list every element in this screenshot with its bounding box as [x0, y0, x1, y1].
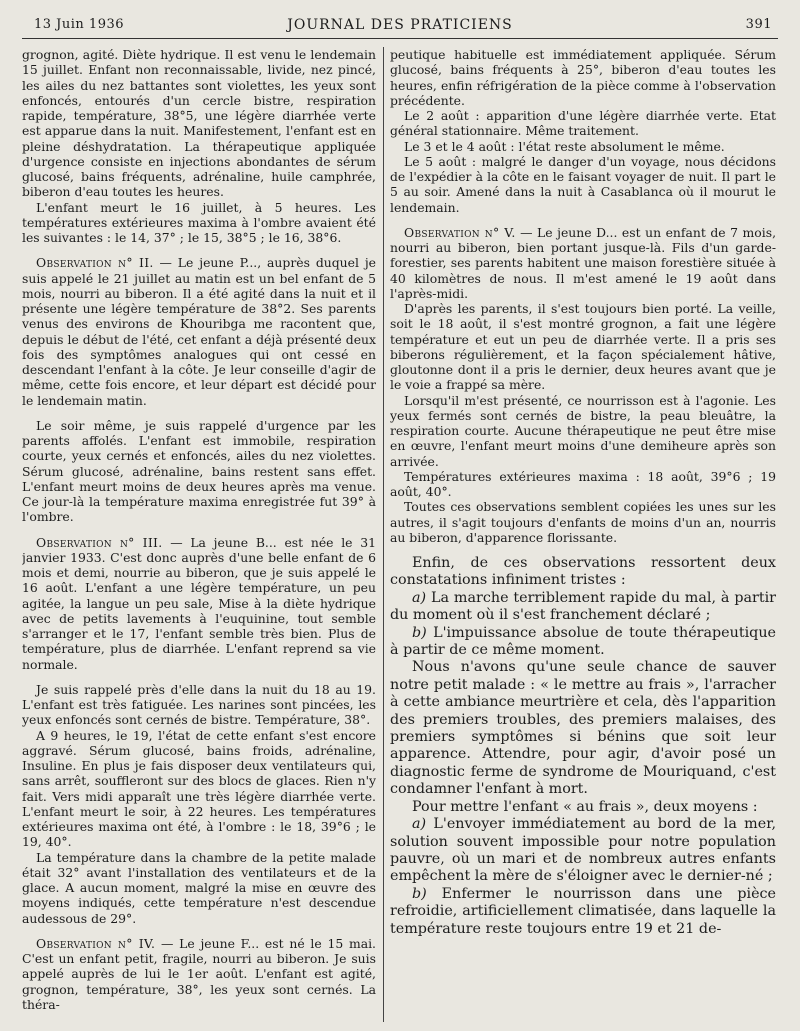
list-item [390, 590, 776, 625]
paragraph: A 9 heures, le 19, l'état de cette enfant s'est encore aggravé. Sérum glucosé, bains froids, adrénaline, Insuline. En plus je fais disposer deux ventilateurs qui, sans arrêt, souffleront sur des blocs de glaces. Rien n'y fait. Vers midi apparaît une très légère diarrhée verte. L'enfant meurt le soir, à 22 heures. Les températures extérieures maxima ont été, à l'ombre : le 18, 39°6 ; le 19, 40°. [22, 727, 376, 850]
item-marker: b) [412, 885, 427, 902]
paragraph: Je suis rappelé près d'elle dans la nuit du 18 au 19. L'enfant est très fatiguée. Les narines sont pincées, les yeux enfoncés sont cernés de bistre. Température, 38°. [22, 681, 376, 728]
page-header [22, 14, 778, 39]
observation-label: Observation n° II. [36, 255, 154, 271]
list-item [390, 886, 776, 938]
paragraph: L'enfant meurt le 16 juillet, à 5 heures. Les températures extérieures maxima à l'ombre avaient été les suivantes : le 14, 37° ; le 15, 38°5 ; le 16, 38°6. [22, 199, 376, 245]
paragraph: D'après les parents, il s'est toujours bien porté. La veille, soit le 18 août, il s'est montré grognon, a fait une légère température et eut un peu de diarrhée verte. Il a pris ses biberons régulièrement, et la façon spécialement hâtive, gloutonne dont il a pris le dernier, deux heures avant que je le voie a frappé sa mère. [390, 301, 776, 393]
item-marker: b) [412, 624, 427, 641]
right-column [390, 47, 776, 1022]
observation-4 [22, 936, 376, 1012]
paragraph: Toutes ces observations semblent copiées les unes sur les autres, il s'agit toujours d'enfants de moins d'un an, nourris au biberon, d'apparence florissante. [390, 499, 776, 545]
paragraph: Enfin, de ces observations ressortent deux constatations infiniment tristes : [390, 555, 776, 589]
paragraph: Températures extérieures maxima : 18 août, 39°6 ; 19 août, 40°. [390, 468, 776, 499]
paragraph: Pour mettre l'enfant « au frais », deux moyens : [412, 798, 758, 815]
observation-5 [390, 225, 776, 301]
item-marker: a) [412, 589, 427, 606]
observation-label: Observation n° V. [404, 224, 516, 240]
paragraph: La température dans la chambre de la petite malade était 32° avant l'installation des ventilateurs et de la glace. A aucun moment, malgré la mise en œuvre des moyens indiqués, cette température n'est descendue audessous de 29°. [22, 849, 376, 926]
item-marker: a) [412, 816, 427, 833]
paragraph: Le 2 août : apparition d'une légère diarrhée verte. Etat général stationnaire. Même traitement. [390, 108, 776, 139]
paragraph: grognon, agité. Diète hydrique. Il est venu le lendemain 15 juillet. Enfant non reconnaissable, livide, nez pincé, les ailes du nez battantes sont violettes, les yeux sont enfoncés, entourés d'un cercle bistre, respiration rapide, température, 38°5, une légère diarrhée verte est apparue dans la nuit. Manifestement, l'enfant est en pleine déshydratation. La thérapeutique appliquée d'urgence consiste en injections abondantes de sérum glucosé, bains fréquents, adrénaline, huile camphrée, biberon d'eau toutes les heures. [22, 47, 376, 200]
observation-label: Observation n° IV. [36, 935, 156, 951]
header-date: 13 Juin 1936 [34, 17, 125, 32]
item-text: L'envoyer immédiatement au bord de la mer, solution souvent impossible pour notre population pauvre, où un mari et de nombreux autres enfants empêchent la mère de s'éloigner avec le dernier-né ; [390, 816, 776, 885]
paragraph: Nous n'avons qu'une seule chance de sauver notre petit malade : « le mettre au frais », l'arracher à cette ambiance meurtrière et cela, dès l'apparition des premiers troubles, des premiers malaises, des premiers symptômes si bénins que soit leur apparence. Attendre, pour agir, d'avoir posé un diagnostic ferme de syndrome de Mouriquand, c'est condamner l'enfant à mort. [390, 659, 776, 798]
item-text: L'impuissance absolue de toute thérapeutique à partir de ce même moment. [390, 624, 776, 659]
conclusion-section [390, 555, 776, 938]
paragraph: Le soir même, je suis rappelé d'urgence par les parents affolés. L'enfant est immobile, respiration courte, yeux cernés et enfoncés, ailes du nez violettes. Sérum glucosé, adrénaline, bains restent sans effet. L'enfant meurt moins de deux heures après ma venue. Ce jour-là la température maxima enregistrée fut 39° à l'ombre. [22, 417, 376, 525]
page-number: 391 [745, 17, 772, 32]
observation-text: — Le jeune F... est né le 15 mai. C'est un enfant petit, fragile, nourri au biberon. Je suis appelé auprès de lui le 1er août. L'enfant est agité, grognon, température, 38°, les yeux sont cernés. La théra- [22, 935, 376, 1012]
paragraph: Lorsqu'il m'est présenté, ce nourrisson est à l'agonie. Les yeux fermés sont cernés de bistre, la peau bleuâtre, la respiration courte. Aucune thérapeutique ne peut être mise en œuvre, l'enfant meurt moins d'une demiheure après son arrivée. [390, 392, 776, 469]
observation-2 [22, 255, 376, 408]
observation-text: — Le jeune P..., auprès duquel je suis appelé le 21 juillet au matin est un bel enfant de 5 mois, nourri au biberon. Il a été agité dans la nuit et il présente une légère température de 38°2. Ses parents venus des environs de Khouribga me racontent que, depuis le début de l'été, cet enfant a déjà présenté deux fois des symptômes analogues qui ont cessé en descendant l'enfant à la côte. Je leur conseille d'agir de même, cette fois encore, et leur départ est décidé pour le lendemain matin. [22, 255, 376, 408]
paragraph: Le 5 août : malgré le danger d'un voyage, nous décidons de l'expédier à la côte en le faisant voyager de nuit. Il part le 5 au soir. Amené dans la nuit à Casablanca où il mourut le lendemain. [390, 153, 776, 215]
list-item [390, 816, 776, 886]
paragraph: Le 3 et le 4 août : l'état reste absolument le même. [404, 138, 725, 154]
column-divider [383, 47, 384, 1022]
item-text: Enfermer le nourrisson dans une pièce refroidie, artificiellement climatisée, dans laquelle la température reste toujours entre 19 et 21 de- [390, 885, 776, 937]
left-column [22, 47, 376, 1022]
observation-3 [22, 535, 376, 672]
paragraph: peutique habituelle est immédiatement appliquée. Sérum glucosé, bains fréquents à 25°, biberon d'eau toutes les heures, enfin réfrigération de la pièce comme à l'observation précédente. [390, 47, 776, 108]
item-text: La marche terriblement rapide du mal, à partir du moment où il s'est franchement déclaré ; [390, 589, 776, 624]
list-item [390, 625, 776, 660]
observation-label: Observation n° III. [36, 534, 163, 550]
observation-text: — Le jeune D... est un enfant de 7 mois, nourri au biberon, bien portant jusque-là. Fils d'un garde-forestier, ses parents habitent une maison forestière située à 40 kilomètres de nous. Il m'est amené le 19 août dans l'après-midi. [390, 224, 776, 301]
observation-text: — La jeune B... est née le 31 janvier 1933. C'est donc auprès d'une belle enfant de 6 mois et demi, nourrie au biberon, que je suis appelé le 16 août. L'enfant a une légère température, un peu agitée, la langue un peu sale, Mise à la diète hydrique avec de petits lavements à l'euquinine, tout semble s'arranger et le 17, l'enfant semble très bien. Plus de température, plus de diarrhée. L'enfant reprend sa vie normale. [22, 534, 376, 672]
journal-title: JOURNAL DES PRATICIENS [287, 17, 513, 33]
